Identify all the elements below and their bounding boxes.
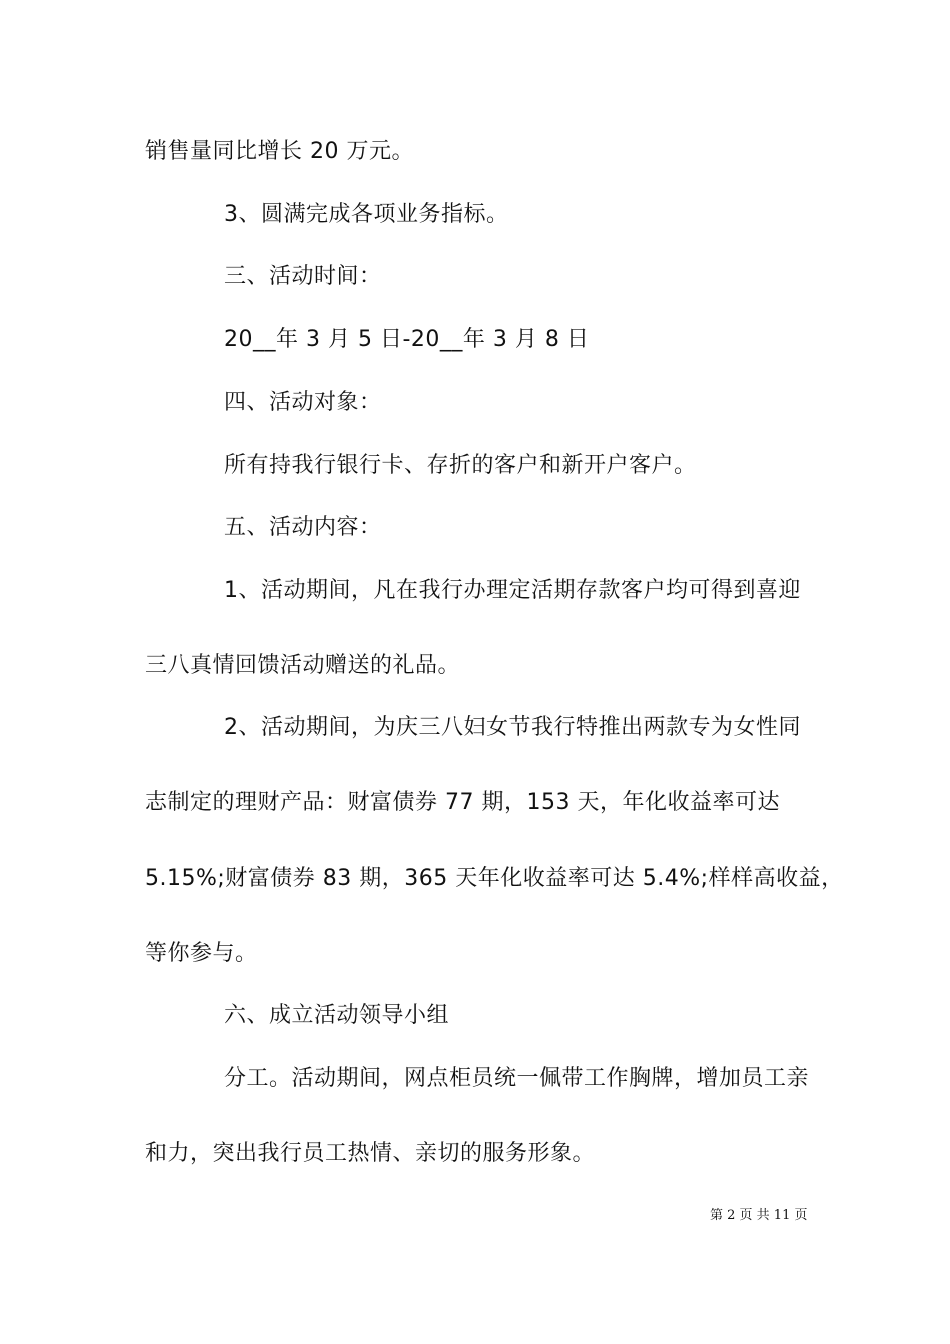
text-line: 志制定的理财产品：财富债券 77 期，153 天，年化收益率可达 — [145, 790, 780, 815]
text-line: 5.15%;财富债券 83 期，365 天年化收益率可达 5.4%;样样高收益， — [145, 866, 844, 891]
text-line: 和力，突出我行员工热情、亲切的服务形象。 — [145, 1141, 596, 1166]
section-heading: 五、活动内容： — [224, 515, 382, 540]
section-heading: 六、成立活动领导小组 — [224, 1003, 450, 1028]
section-heading: 四、活动对象： — [224, 390, 382, 415]
text-line: 3、圆满完成各项业务指标。 — [224, 202, 509, 227]
text-line: 所有持我行银行卡、存折的客户和新开户客户。 — [224, 453, 697, 478]
text-line: 2、活动期间，为庆三八妇女节我行特推出两款专为女性同 — [224, 715, 801, 740]
text-line: 等你参与。 — [145, 941, 258, 966]
text-line: 三八真情回馈活动赠送的礼品。 — [145, 653, 461, 678]
text-line: 分工。活动期间，网点柜员统一佩带工作胸牌，增加员工亲 — [224, 1066, 810, 1091]
section-heading: 三、活动时间： — [224, 264, 382, 289]
text-line: 销售量同比增长 20 万元。 — [145, 139, 414, 164]
page-number-footer: 第 2 页 共 11 页 — [710, 1208, 808, 1223]
text-line: 20__年 3 月 5 日-20__年 3 月 8 日 — [224, 327, 590, 352]
text-line: 1、活动期间，凡在我行办理定活期存款客户均可得到喜迎 — [224, 578, 801, 603]
